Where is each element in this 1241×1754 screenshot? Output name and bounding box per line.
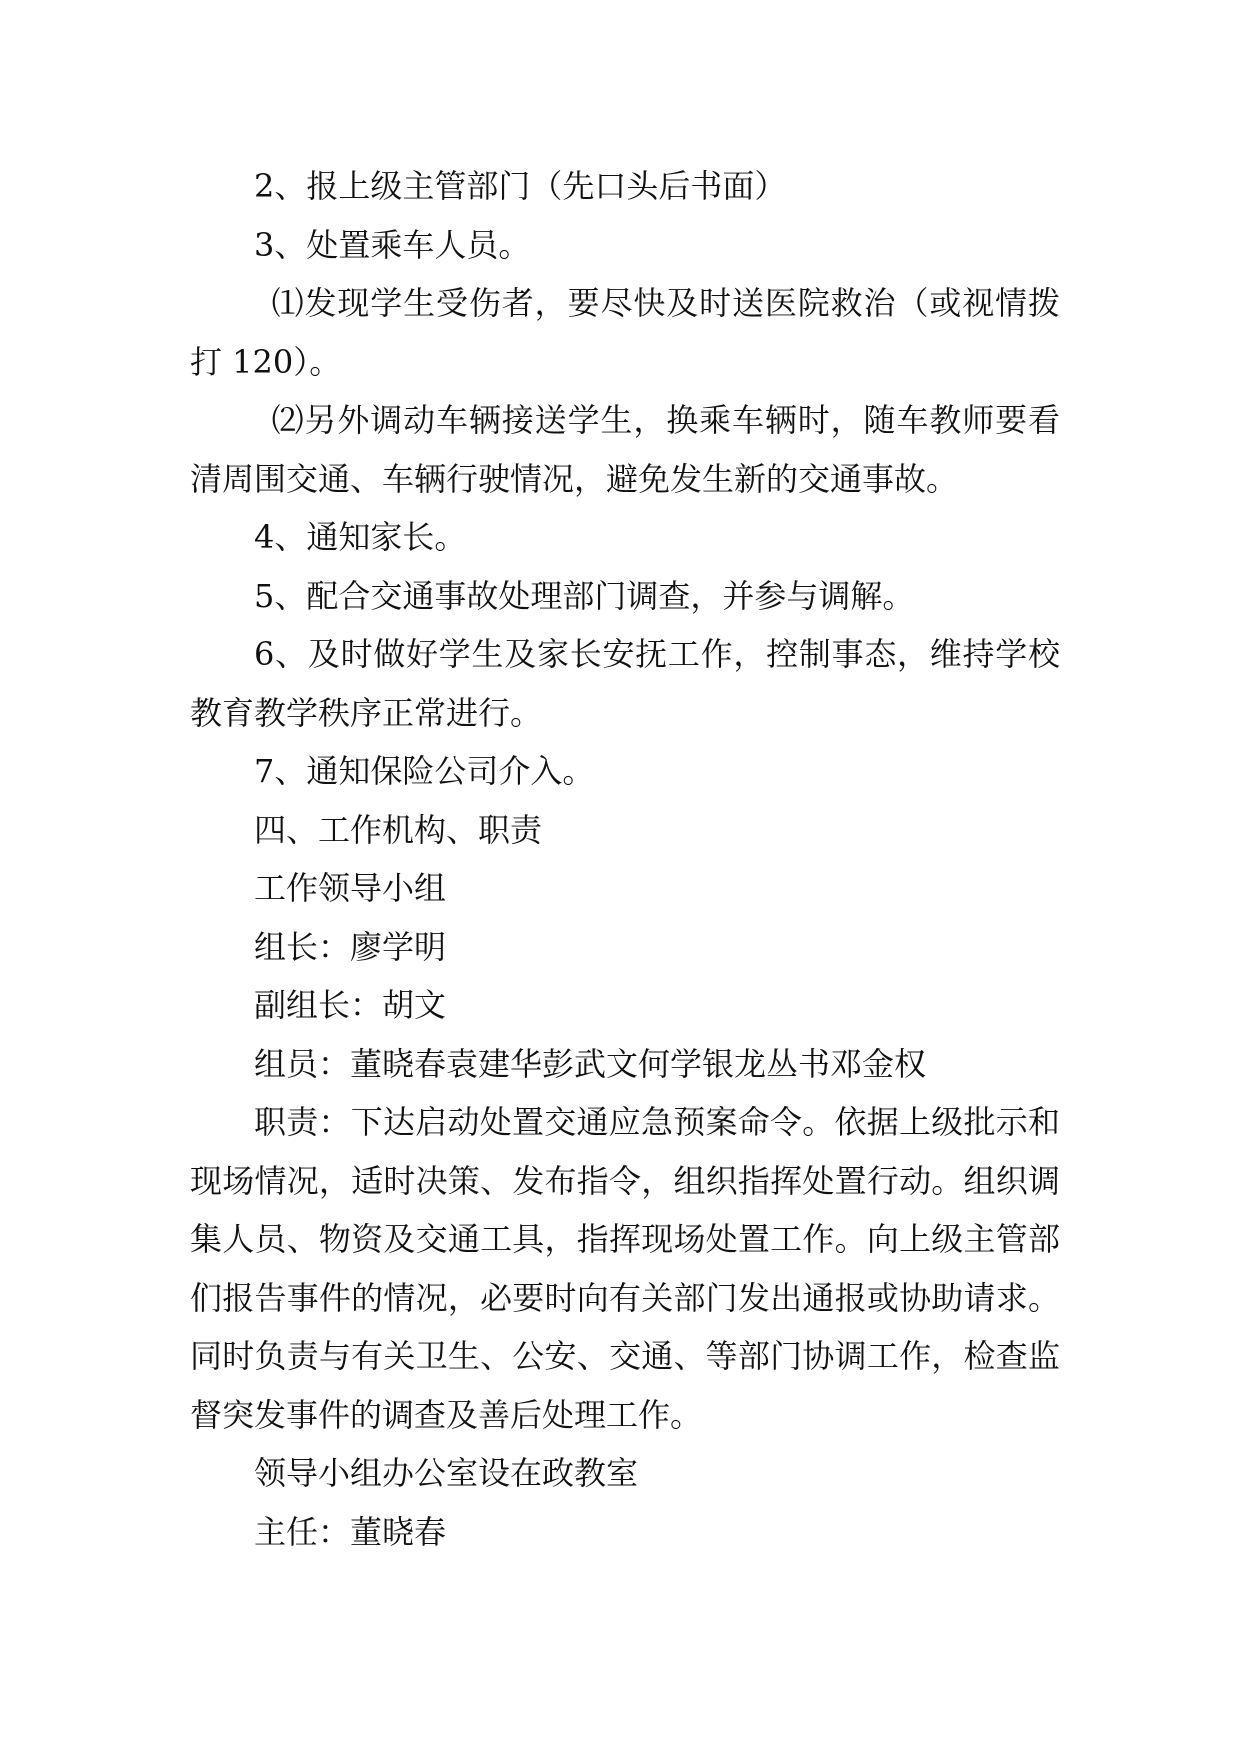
step-handle-passengers: 3、处置乘车人员。 <box>254 225 531 264</box>
step-notify-insurance: 7、通知保险公司介入。 <box>254 752 595 790</box>
office-director: 主任：董晓春 <box>254 1512 447 1551</box>
group-leader: 组长：廖学明 <box>254 927 447 966</box>
step-notify-parents: 4、通知家长。 <box>254 518 467 556</box>
office-location: 领导小组办公室设在政教室 <box>254 1454 639 1492</box>
substep-transfer-vehicles: ⑵另外调动车辆接送学生，换乘车辆时，随车教师要看清周围交通、车辆行驶情况，避免发生新的交通事故。 <box>190 401 1060 498</box>
deputy-group-leader: 副组长：胡文 <box>254 986 447 1024</box>
group-members: 组员：董晓春袁建华彭武文何学银龙丛书邓金权 <box>254 1044 927 1083</box>
step-cooperate-investigation: 5、配合交通事故处理部门调查，并参与调解。 <box>254 576 915 615</box>
section-heading-organization: 四、工作机构、职责 <box>254 810 543 849</box>
group-responsibilities: 职责：下达启动处置交通应急预案命令。依据上级批示和现场情况，适时决策、发布指令，组织指挥处置行动。组织调集人员、物资及交通工具，指挥现场处置工作。向上级主管部们报告事件的情况，必要时向有关部门发出通报或协助请求。同时负责与有关卫生、公安、交通、等部门协调工作，检查监督突发事件的调查及善后处理工作。 <box>190 1103 1060 1434</box>
step-reassure-families: 6、及时做好学生及家长安抚工作，控制事态，维持学校教育教学秩序正常进行。 <box>190 635 1060 732</box>
substep-injured-students: ⑴发现学生受伤者，要尽快及时送医院救治（或视情拨打 120）。 <box>190 284 1060 381</box>
step-report-superior: 2、报上级主管部门（先口头后书面） <box>254 167 787 205</box>
document-body <box>190 157 1060 1561</box>
leadership-group-title: 工作领导小组 <box>254 869 447 907</box>
